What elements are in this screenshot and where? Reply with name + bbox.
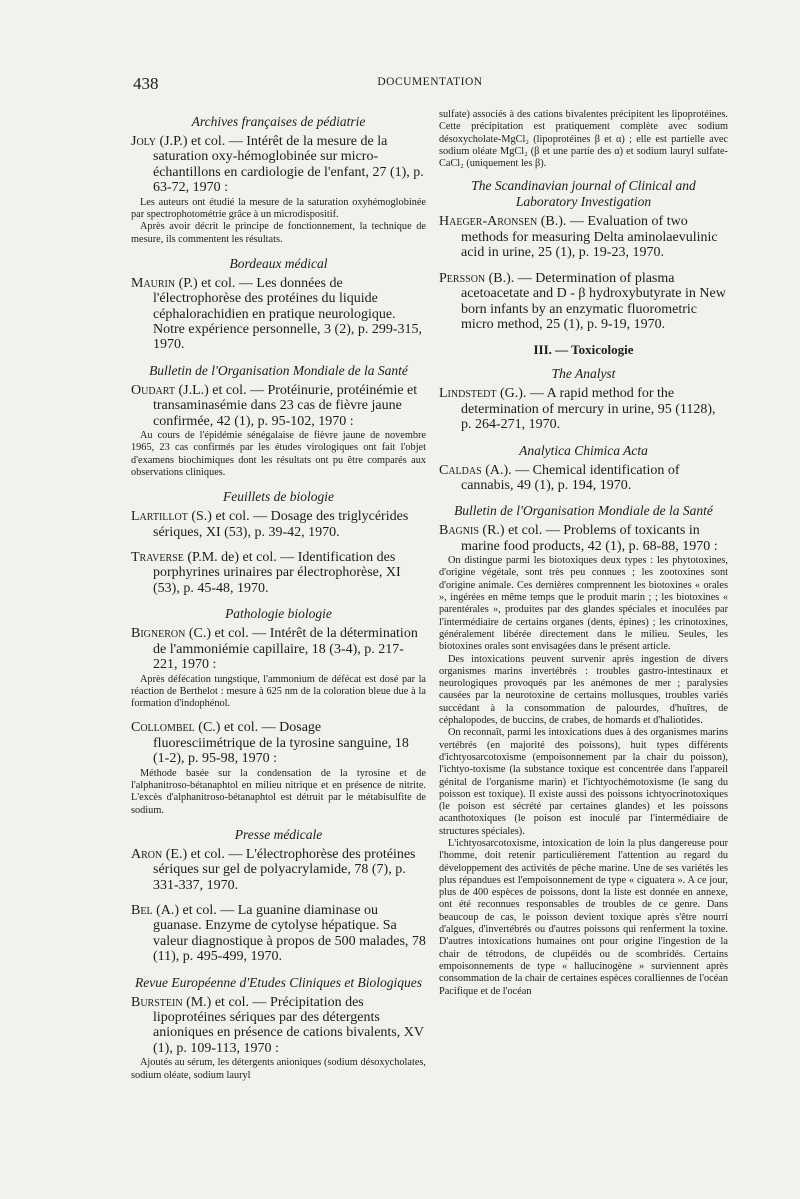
bibliography-entry <box>131 720 426 816</box>
citation-text: (C.) et col. — Intérêt de la détermination de l'ammoniémie capillaire, 18 (3-4), p. 217-221, 1970 : <box>153 626 418 673</box>
journal-title: The Scandinavian journal of Clinical and Laboratory Investigation <box>471 178 696 210</box>
bibliography-entry <box>439 463 728 494</box>
bibliography-entry <box>439 386 728 432</box>
entry-citation <box>131 903 426 965</box>
author-name: Collombel <box>131 720 195 736</box>
author-name: Caldas <box>439 462 482 478</box>
entry-citation <box>131 383 426 429</box>
author-name: Burstein <box>131 994 183 1010</box>
bibliography-entry <box>131 383 426 479</box>
abstract-paragraph: Les auteurs ont étudié la mesure de la saturation oxyhémoglobinée par spectrophotométrie grâce à un microdispositif. <box>131 196 426 220</box>
abstract-paragraph: Méthode basée sur la condensation de la tyrosine et de l'alphanitroso-bétanaphtol en milieu nitrique et en présence de nitrite. L'excès d'alphanitroso-bétanaphtol est détruit par le métabisulfite de sodium. <box>131 767 426 816</box>
author-name: Traverse <box>131 550 184 566</box>
journal-title: Analytica Chimica Acta <box>519 442 648 458</box>
abstract-paragraph: sulfate) associés à des cations bivalentes précipitent les lipoprotéines. Cette précipitation est pratiquement complète avec sodium désoxycholate-MgCl₂ (lipoprotéines β et α) ; elle est partielle avec sodium oléate MgCl₂ (β et une partie des α) et sodium lauryl sulfate-CaCl₂ (uniquement les β). <box>439 109 728 170</box>
citation-text: (A.). — Chemical identification of cannabis, 49 (1), p. 194, 1970. <box>461 462 680 493</box>
journal-section <box>131 975 426 1082</box>
entry-citation <box>131 995 426 1057</box>
running-title: DOCUMENTATION <box>377 76 483 88</box>
entry-abstract <box>131 430 426 479</box>
citation-text: (G.). — A rapid method for the determination of mercury in urine, 95 (1128), p. 264-271, 1970. <box>461 386 716 433</box>
journal-section <box>439 366 728 432</box>
entry-abstract <box>131 197 426 246</box>
journal-title: Bulletin de l'Organisation Mondiale de la Santé <box>454 503 713 519</box>
bibliography-entry <box>131 626 426 710</box>
page-header <box>133 74 727 94</box>
entry-citation <box>131 847 426 893</box>
author-name: Haeger-Aronsen <box>439 214 538 230</box>
journal-section <box>131 606 426 817</box>
author-name: Lartillot <box>131 509 188 525</box>
entry-citation <box>131 550 426 596</box>
journal-section <box>131 489 426 596</box>
page-number: 438 <box>133 74 159 93</box>
abstract-paragraph: L'ichtyosarcotoxisme, intoxication de loin la plus dangereuse pour l'homme, doit retenir particulièrement l'attention au regard du développement des activités de pêche marine. Une de ses variétés les plus répandues est l'empoisonnement de type « ciguatera ». A ce jour, plus de 400 espèces de poissons, dont la liste est donnée en annexe, ont été reconnues responsables de troubles de ce genre. Dans beaucoup de cas, le poisson devient toxique après s'être nourri d'algues, d'invertébrés ou d'autres poissons qui renferment la toxine. D'autres intoxications humaines ont pour origine l'ingestion de la chair de tétrodons, de clupéidés ou de scombridés. Certains empoisonnements de type « hallucinogène » surviennent après consommation de la chair de certaines espèces coralliennes de l'océan Pacifique et de l'océan <box>439 838 728 997</box>
bibliography-entry <box>439 214 728 260</box>
journal-section <box>131 114 426 246</box>
entry-citation <box>439 463 728 494</box>
bibliography-entry <box>131 276 426 353</box>
author-name: Bagnis <box>439 523 479 539</box>
journal-title: Bulletin de l'Organisation Mondiale de la Santé <box>149 362 408 378</box>
part-heading: III. — Toxicologie <box>533 342 634 358</box>
journal-title: Pathologie biologie <box>225 606 332 622</box>
author-name: Persson <box>439 270 486 286</box>
journal-title: Presse médicale <box>234 826 323 842</box>
citation-text: (P.) et col. — Les données de l'électrophorèse des protéines du liquide céphalorachidien en pratique neurologique. Notre expérience personnelle, 3 (2), p. 299-315, 1970. <box>153 275 423 353</box>
right-sections-before <box>439 178 728 332</box>
journal-section <box>131 827 426 965</box>
bibliography-entry <box>439 523 728 998</box>
author-name: Joly <box>131 134 156 149</box>
journal-section <box>439 178 728 332</box>
journal-title: Revue Européenne d'Etudes Cliniques et Biologiques <box>135 974 422 990</box>
journal-title: Bordeaux médical <box>229 255 328 271</box>
abstract-paragraph: Ajoutés au sérum, les détergents anioniques (sodium désoxycholates, sodium oléate, sodium lauryl <box>131 1057 426 1081</box>
citation-text: (B.). — Evaluation of two methods for measuring Delta aminolaevulinic acid in urine, 25 (1), p. 19-23, 1970. <box>461 214 718 261</box>
citation-text: (B.). — Determination of plasma acetoacetate and D - β hydroxybutyrate in New born infants by an enzymatic fluorometric micro method, 25 (1), p. 9-19, 1970. <box>461 270 726 332</box>
left-column <box>131 108 426 1092</box>
citation-text: (P.M. de) et col. — Identification des porphyrines urinaires par électrophorèse, XI (53), p. 45-48, 1970. <box>153 550 401 596</box>
entry-abstract <box>131 674 426 711</box>
author-name: Bel <box>131 903 153 919</box>
entry-citation <box>439 214 728 260</box>
bibliography-entry <box>131 847 426 893</box>
entry-citation <box>131 720 426 766</box>
bibliography-entry <box>131 509 426 540</box>
abstract-paragraph: On reconnaît, parmi les intoxications dues à des organismes marins vertébrés (en majorité des poissons), huit types différents d'ichtyosarcotoxisme (empoisonnement par la chair du poisson), l'ichtyo-toxisme (la substance toxique est concentrée dans l'appareil génital de l'organisme marin) et l'ichtyochémotoxisme (le sang du poisson est toxique). Il existe aussi des poissons ichtyocrinotoxiques (le poison est sécrété par certaines glandes) et les poissons acanthotoxiques (le poison est inoculé par l'intermédiaire de structures spéciales). <box>439 727 728 837</box>
citation-text: (J.P.) et col. — Intérêt de la mesure de la saturation oxy-hémoglobinée sur micro-échantillons en cardiologie de l'enfant, 27 (1), p. 63-72, 1970 : <box>153 134 424 196</box>
citation-text: (E.) et col. — L'électrophorèse des protéines sériques sur gel de polyacrylamide, 78 (7), p. 331-337, 1970. <box>153 846 416 893</box>
author-name: Maurin <box>131 275 176 291</box>
bibliography-entry <box>131 550 426 596</box>
citation-text: (J.L.) et col. — Protéinurie, protéinémie et transaminasémie dans 23 cas de fièvre jaune confirmée, 42 (1), p. 95-102, 1970 : <box>153 382 418 429</box>
citation-text: (A.) et col. — La guanine diaminase ou guanase. Enzyme de cytolyse hépatique. Sa valeur diagnostique à propos de 500 malades, 78 (11), p. 495-499, 1970. <box>153 903 426 965</box>
journal-section <box>131 256 426 353</box>
journal-section <box>439 443 728 494</box>
author-name: Bigneron <box>131 626 186 642</box>
entry-abstract <box>439 555 728 998</box>
bibliography-entry <box>131 134 426 246</box>
entry-citation <box>131 276 426 353</box>
bibliography-entry <box>131 995 426 1082</box>
bibliography-entry <box>131 903 426 965</box>
entry-abstract <box>131 768 426 817</box>
bibliography-entry <box>439 271 728 333</box>
abstract-paragraph: Des intoxications peuvent survenir après ingestion de divers organismes marins invertébrés : troubles gastro-intestinaux et neurologiques provoqués par les anémones de mer ; paralysies causées par la neurotoxine de certains mollusques, troubles variés succédant à la consommation de palourdes, d'huîtres, de céphalopodes, de buccins, de crabes, de homards et d'haliotides. <box>439 653 728 727</box>
entry-citation <box>439 523 728 554</box>
journal-title: The Analyst <box>551 366 616 382</box>
journal-title: Archives françaises de pédiatrie <box>191 114 366 129</box>
author-name: Oudart <box>131 382 175 398</box>
right-column <box>439 108 728 1008</box>
entry-abstract <box>131 1057 426 1082</box>
abstract-paragraph: Après défécation tungstique, l'ammonium de défécat est dosé par la réaction de Berthelot : mesure à 625 nm de la coloration bleue due à la formation d'indophénol. <box>131 673 426 710</box>
citation-text: (C.) et col. — Dosage fluoresciimétrique de la tyrosine sanguine, 18 (1-2), p. 95-98, 1970 : <box>153 720 409 767</box>
citation-text: (S.) et col. — Dosage des triglycérides sériques, XI (53), p. 39-42, 1970. <box>153 509 409 540</box>
continued-abstract <box>439 109 728 170</box>
citation-text: (R.) et col. — Problems of toxicants in marine food products, 42 (1), p. 68-88, 1970 : <box>461 523 718 554</box>
entry-citation <box>439 271 728 333</box>
abstract-paragraph: Au cours de l'épidémie sénégalaise de fièvre jaune de novembre 1965, 23 cas confirmés par les études virologiques ont fait l'objet d'examens biochimiques dont les résultats ont pu être comparés aux observations cliniques. <box>131 430 426 478</box>
entry-citation <box>131 134 426 196</box>
journal-section <box>131 363 426 479</box>
abstract-paragraph: Après avoir décrit le principe de fonctionnement, la technique de mesure, ils commentent les résultats. <box>131 221 426 245</box>
journal-title: Feuillets de biologie <box>223 489 334 505</box>
entry-citation <box>439 386 728 432</box>
author-name: Lindstedt <box>439 386 497 402</box>
right-sections-after <box>439 366 728 998</box>
author-name: Aron <box>131 846 163 862</box>
abstract-paragraph: On distingue parmi les biotoxiques deux types : les phytotoxines, d'origine végétale, sont très peu connues ; les zootoxines sont d'origine animale. Ces dernières comprennent les biotoxines « orales », ingérées en même temps que le produit marin ; ; les biotoxines « parentérales », produites par des glandes spéciales et inoculées par l'intermédiaire de certains organes (dents, épines) ; les crinotoxines, généralement libérée directement dans le milieu. Seules, les biotoxines orales sont envisagées dans le présent article. <box>439 555 728 653</box>
journal-section <box>439 503 728 998</box>
entry-citation <box>131 626 426 672</box>
citation-text: (M.) et col. — Précipitation des lipoprotéines sériques par des détergents anioniques en présence de cations bivalents, XV (1), p. 109-113, 1970 : <box>153 994 424 1056</box>
entry-citation <box>131 509 426 540</box>
